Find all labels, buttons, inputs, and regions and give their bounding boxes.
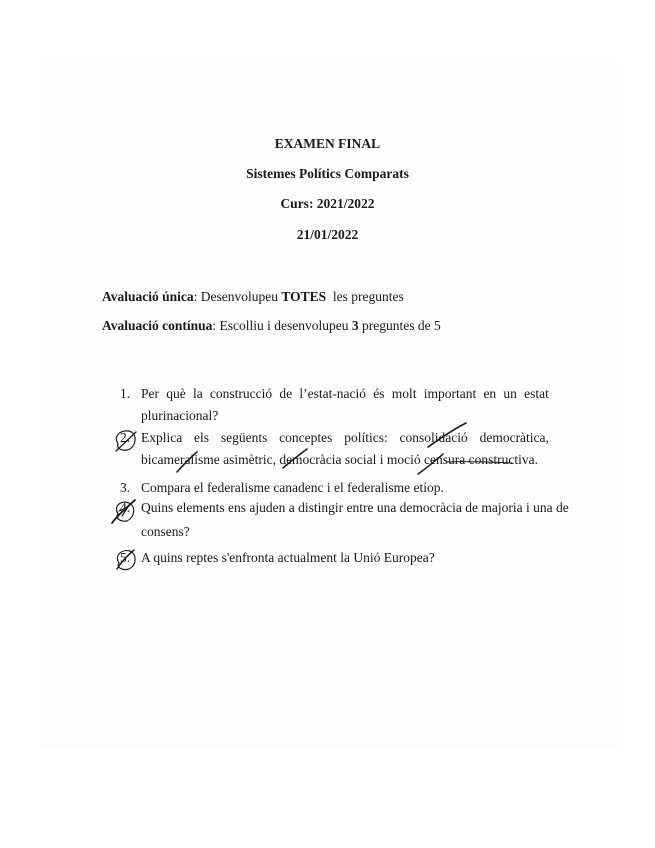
question-number: 1. <box>120 386 131 401</box>
instruction-continuous-bold: 3 <box>351 318 359 333</box>
instruction-single-text-a: : Desenvolupeu <box>193 289 282 304</box>
instruction-continuous-text-a: : Escolliu i desenvolupeu <box>212 318 352 333</box>
question-number: 5. <box>120 550 131 565</box>
word: què <box>166 386 186 401</box>
word: és <box>373 386 385 401</box>
word: l’estat-nació <box>299 386 367 401</box>
word: polítics: <box>344 430 388 445</box>
instruction-continuous-text-b: preguntes de 5 <box>358 318 441 333</box>
word: la <box>192 386 203 401</box>
exam-date: 21/01/2022 <box>296 227 359 242</box>
word: els <box>194 430 210 445</box>
question-text-line-1 <box>141 386 549 402</box>
question-number: 3. <box>120 480 131 495</box>
question-text-line-1 <box>141 430 549 446</box>
exam-title: EXAMEN FINAL <box>274 136 381 151</box>
instruction-single-bold: TOTES <box>281 289 327 304</box>
word: de <box>279 386 293 401</box>
word: següents <box>220 430 268 445</box>
exam-sheet <box>40 60 620 750</box>
question-number: 4. <box>120 500 131 515</box>
word: molt <box>391 386 417 401</box>
word: important <box>423 386 477 401</box>
instruction-single-assessment <box>102 289 404 305</box>
question-text-line-2: bicameralisme asimètric, democràcia social i moció censura constructiva. <box>141 452 538 467</box>
word: construcció <box>209 386 273 401</box>
exam-subject: Sistemes Polítics Comparats <box>246 166 409 181</box>
word: estat <box>524 386 549 401</box>
question-text-line-1: Compara el federalisme canadenc i el federalisme etíop. <box>141 480 444 495</box>
word: Per <box>141 386 159 401</box>
question-text-line-1: Quins elements ens ajuden a distingir entre una democràcia de majoria i una de <box>141 500 569 515</box>
word: conceptes <box>279 430 333 445</box>
word: un <box>503 386 517 401</box>
instruction-continuous-assessment <box>102 318 441 334</box>
word: Explica <box>141 430 183 445</box>
exam-course: Curs: 2021/2022 <box>280 196 375 211</box>
word: consolidació <box>399 430 468 445</box>
instruction-single-label: Avaluació única <box>102 289 194 304</box>
word: en <box>483 386 497 401</box>
question-number: 2. <box>120 430 131 445</box>
question-text-line-2: plurinacional? <box>141 408 219 423</box>
word: democràtica, <box>479 430 549 445</box>
instruction-continuous-label: Avaluació contínua <box>102 318 213 333</box>
question-text-line-1: A quins reptes s'enfronta actualment la Unió Europea? <box>141 550 435 565</box>
instruction-single-text-b: les preguntes <box>326 289 404 304</box>
question-text-line-2: consens? <box>141 524 190 539</box>
